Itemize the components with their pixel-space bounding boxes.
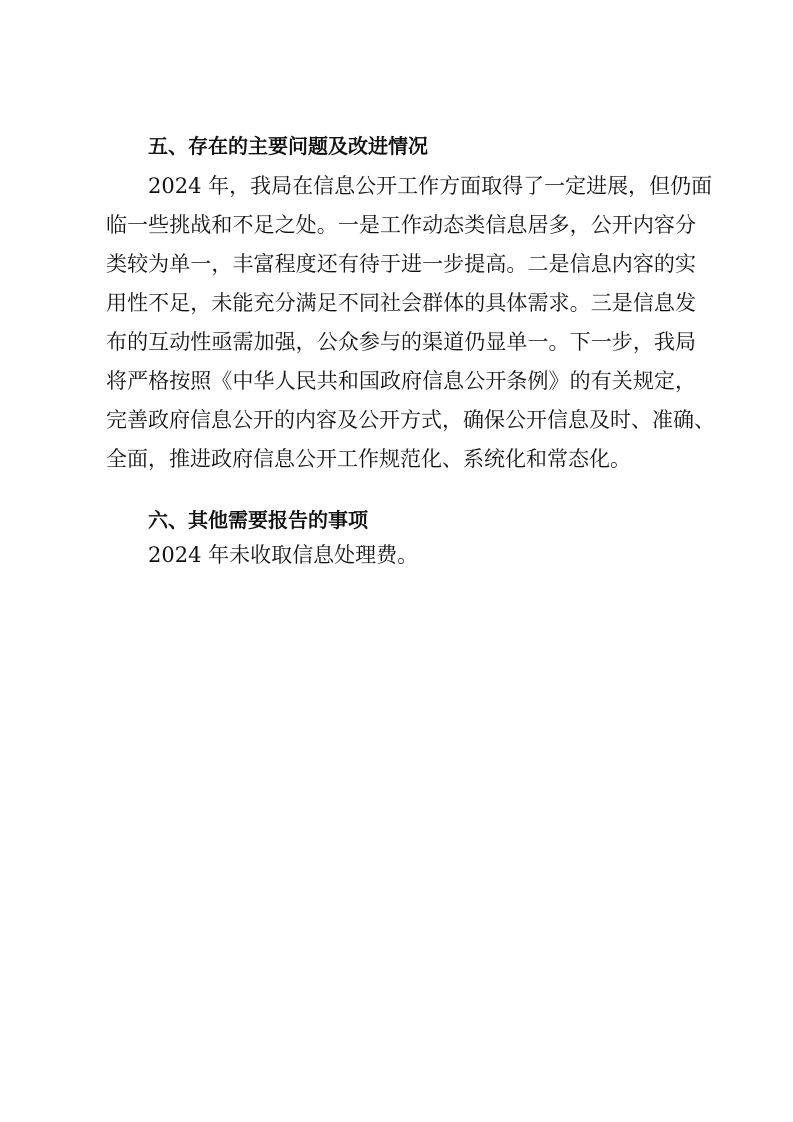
section-5-line-5: 布的互动性亟需加强，公众参与的渠道仍显单一。下一步，我局 — [106, 330, 696, 354]
section-5-heading: 五、存在的主要问题及改进情况 — [148, 134, 428, 158]
section-5-line-1: 2024 年，我局在信息公开工作方面取得了一定进展，但仍面 — [148, 174, 713, 198]
section-6-text: 2024 年未收取信息处理费。 — [148, 543, 419, 567]
section-6-heading: 六、其他需要报告的事项 — [148, 508, 368, 532]
section-5-line-2: 临一些挑战和不足之处。一是工作动态类信息居多，公开内容分 — [106, 213, 696, 237]
section-5-line-3: 类较为单一，丰富程度还有待于进一步提高。二是信息内容的实 — [106, 252, 696, 276]
section-5-line-4: 用性不足，未能充分满足不同社会群体的具体需求。三是信息发 — [106, 291, 696, 315]
section-5-line-6: 将严格按照《中华人民共和国政府信息公开条例》的有关规定， — [106, 369, 696, 393]
section-5-line-7: 完善政府信息公开的内容及公开方式，确保公开信息及时、准确、 — [106, 408, 715, 432]
section-5-line-8: 全面，推进政府信息公开工作规范化、系统化和常态化。 — [106, 447, 631, 471]
